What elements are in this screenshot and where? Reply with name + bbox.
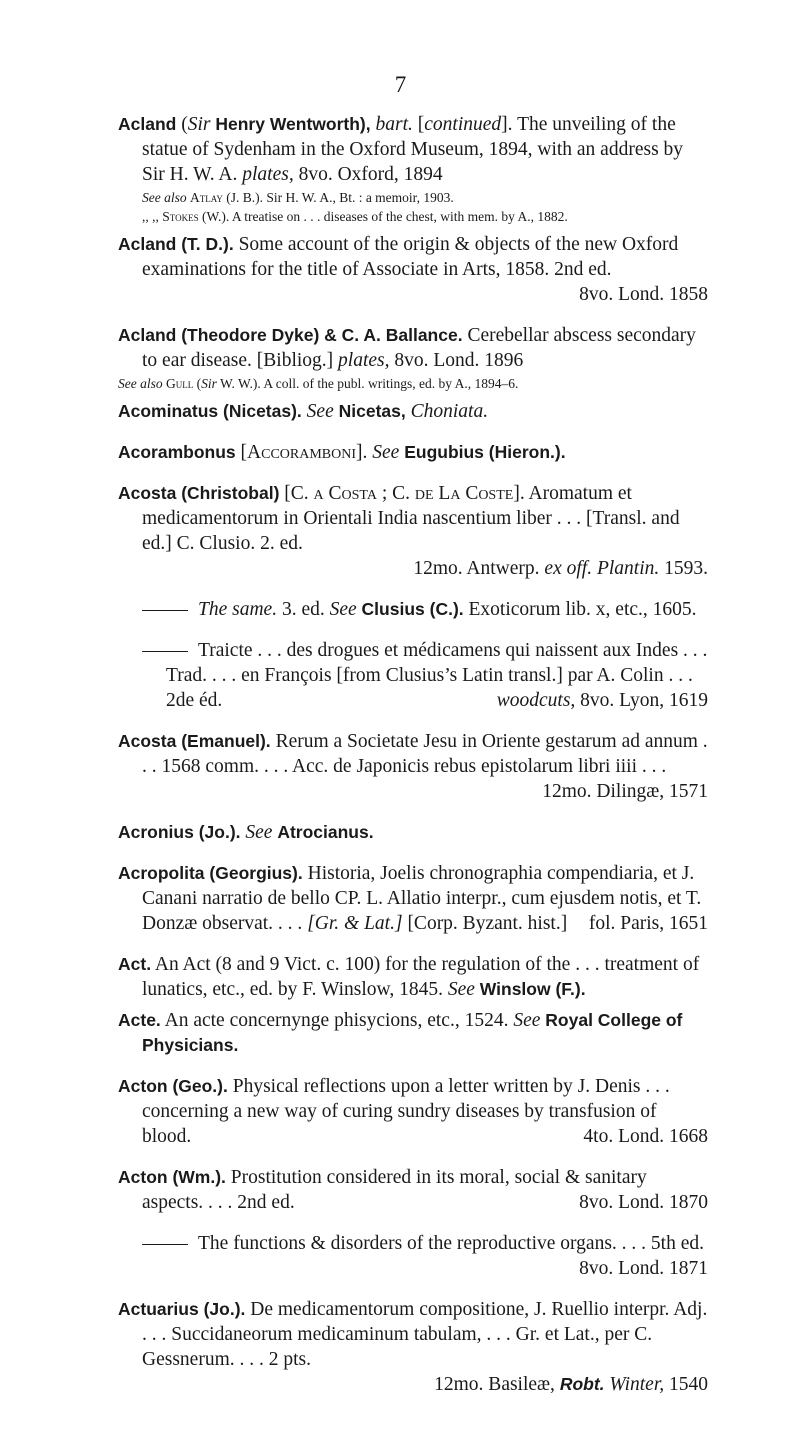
- entry-heading: Acland (T. D.).: [118, 234, 234, 254]
- entry-text: Cerebellar abscess secondary to ear disease. [Bibliog.]: [142, 325, 696, 371]
- entry-acland-henry: Acland (Sir Henry Wentworth), bart. [continued]. The unveiling of the statue of Sydenham in the Oxford Museum, 1894, with an address by Sir H. W. A. plates, 8vo. Oxford, 1894 See also Atlay (J. B.). Sir H. W. A., Bt. : a memoir, 1903. ,, ,, Stokes (W.). A treatise on . . . diseases of the chest, with mem. by A., 1882.: [118, 112, 708, 226]
- entry-acominatus: Acominatus (Nicetas). See Nicetas, Choniata.: [118, 401, 489, 422]
- entry-heading: Act.: [118, 954, 152, 974]
- catalogue-entries: [118, 112, 708, 1413]
- see-also-note: See also Atlay (J. B.). Sir H. W. A., Bt. : a memoir, 1903. ,, ,, Stokes (W.). A treatise on . . . diseases of the chest, with mem. by A., 1882.: [142, 190, 568, 224]
- entry-acton-functions: [118, 1231, 708, 1281]
- ditto-dash: [142, 610, 188, 611]
- entry-imprint: 12mo. Antwerp. ex off. Plantin. 1593.: [413, 558, 708, 579]
- entry-text: Traicte . . . des drogues et médicamens qui naissent aux Indes . . . Trad. . . . en François [from Clusius’s Latin transl.] par A. Colin . . . 2de éd.: [166, 640, 708, 711]
- cross-reference: Winslow (F.).: [479, 979, 586, 999]
- entry-heading: Acton (Wm.).: [118, 1167, 226, 1187]
- entry-acosta-christobal: Acosta (Christobal) [C. a Costa ; C. de La Coste]. Aromatum et medicamentorum in Orientali India nascentium liber . . . [Transl. and ed.] C. Clusio. 2. ed. 12mo. Antwerp. ex off. Plantin. 1593.: [118, 483, 708, 579]
- entry-text: An Act (8 and 9 Vict. c. 100) for the regulation of the . . . treatment of lunatics, etc., ed. by F. Winslow, 1845.: [142, 954, 700, 1000]
- entry-acosta-traicte: Traicte . . . des drogues et médicamens qui naissent aux Indes . . . Trad. . . . en François [from Clusius’s Latin transl.] par A. Colin . . . 2de éd. woodcuts, 8vo. Lyon, 1619: [118, 638, 708, 713]
- cross-reference: Clusius (C.).: [361, 599, 464, 619]
- entry-text: Physical reflections upon a letter written by J. Denis . . . concerning a new way of curing sundry diseases by transfusion of blood.: [142, 1076, 670, 1147]
- entry-acton-geo: [118, 1074, 708, 1149]
- entry-actuarius: [118, 1297, 708, 1397]
- entry-imprint: 8vo. Oxford, 1894: [298, 164, 443, 185]
- entry-act: Act. An Act (8 and 9 Vict. c. 100) for the regulation of the . . . treatment of lunatics, etc., ed. by F. Winslow, 1845. See Winslow (F.).: [118, 954, 700, 1000]
- entry-imprint: 8vo. Lyon, 1619: [580, 690, 708, 711]
- cross-reference: Eugubius (Hieron.).: [404, 442, 566, 462]
- entry-acosta-same: The same. 3. ed. See Clusius (C.). Exoticorum lib. x, etc., 1605.: [118, 597, 708, 622]
- entry-heading: Actuarius (Jo.).: [118, 1299, 246, 1319]
- entry-imprint: fol. Paris, 1651: [588, 913, 708, 934]
- entry-heading: Acosta (Christobal): [118, 483, 280, 503]
- entry-acland-theodore: Acland (Theodore Dyke) & C. A. Ballance. Cerebellar abscess secondary to ear disease. [Bibliog.] plates, 8vo. Lond. 1896 See also Gull (Sir W. W.). A coll. of the publ. writings, ed. by A., 1894–6.: [118, 323, 708, 393]
- entry-text: Some account of the origin & objects of the new Oxford examinations for the title of Associate in Arts, 1858. 2nd ed.: [142, 234, 679, 280]
- entry-acland-td: [118, 232, 708, 307]
- entry-text: An acte concernynge phisycions, etc., 1524.: [164, 1010, 509, 1031]
- entry-heading: Acland (Theodore Dyke) & C. A. Ballance.: [118, 325, 463, 345]
- ditto-dash: [142, 1244, 188, 1245]
- entry-imprint: 8vo. Lond. 1870: [579, 1192, 708, 1213]
- entry-acorambonus: Acorambonus [Accoramboni]. See Eugubius (Hieron.).: [118, 442, 566, 463]
- entry-heading: Acropolita (Georgius).: [118, 863, 303, 883]
- entry-text: Aromatum et medicamentorum in Orientali India nascentium liber . . . [Transl. and ed.] C. Clusio. 2. ed.: [142, 483, 680, 554]
- entry-text: Rerum a Societate Jesu in Oriente gestarum ad annum . . . 1568 comm. . . . Acc. de Japonicis rebus epistolarum libri iiii . . .: [142, 731, 708, 777]
- cross-reference: Royal College of Physicians.: [142, 1010, 683, 1055]
- cross-reference: Nicetas,: [338, 401, 406, 421]
- entry-acte: Acte. An acte concernynge phisycions, etc., 1524. See Royal College of Physicians.: [118, 1010, 683, 1055]
- entry-text: Historia, Joelis chronographia compendiaria, et J. Canani narratio de bello CP. L. Allatio interpr., cum ejusdem notis, et T. Donzæ observat. . . .: [142, 863, 702, 934]
- entry-acton-wm: [118, 1165, 708, 1215]
- entry-heading: Acronius (Jo.).: [118, 822, 241, 842]
- ditto-dash: [142, 651, 188, 652]
- entry-imprint: 8vo. Lond. 1858: [579, 284, 708, 305]
- entry-heading: Acton (Geo.).: [118, 1076, 228, 1096]
- entry-heading: Acominatus (Nicetas).: [118, 401, 302, 421]
- entry-heading: Acosta (Emanuel).: [118, 731, 271, 751]
- entry-heading: Acorambonus: [118, 442, 236, 462]
- entry-text: Prostitution considered in its moral, social & sanitary aspects. . . . 2nd ed.: [142, 1167, 647, 1213]
- entry-heading: Acte.: [118, 1010, 161, 1030]
- cross-reference: Atrocianus.: [277, 822, 374, 842]
- see-also-note: See also Gull (Sir W. W.). A coll. of the publ. writings, ed. by A., 1894–6.: [118, 376, 519, 391]
- entry-text: De medicamentorum compositione, J. Ruellio interpr. Adj. . . . Succidaneorum medicaminum tabulam, . . . Gr. et Lat., per C. Gessnerum. . . . 2 pts.: [142, 1299, 708, 1370]
- entry-imprint: 8vo. Lond. 1896: [394, 350, 524, 371]
- entry-imprint: 12mo. Basileæ, Robt. Winter, 1540: [434, 1374, 708, 1395]
- entry-heading: Acland: [118, 114, 177, 134]
- entry-acronius: Acronius (Jo.). See Atrocianus.: [118, 822, 374, 843]
- page-number: 7: [394, 72, 407, 97]
- entry-imprint: 4to. Lond. 1668: [583, 1126, 708, 1147]
- entry-acropolita: Acropolita (Georgius). Historia, Joelis chronographia compendiaria, et J. Canani narratio de bello CP. L. Allatio interpr., cum ejusdem notis, et T. Donzæ observat. . . . [Gr. & Lat.] [Corp. Byzant. hist.] fol. Paris, 1651: [118, 863, 708, 934]
- entry-text: The unveiling of the statue of Sydenham in the Oxford Museum, 1894, with an address by Sir H. W. A.: [142, 114, 684, 185]
- entry-imprint: 8vo. Lond. 1871: [579, 1258, 708, 1279]
- entry-text: The functions & disorders of the reproductive organs. . . . 5th ed.: [198, 1233, 704, 1254]
- entry-imprint: 12mo. Dilingæ, 1571: [542, 781, 708, 802]
- entry-acosta-emanuel: [118, 729, 708, 804]
